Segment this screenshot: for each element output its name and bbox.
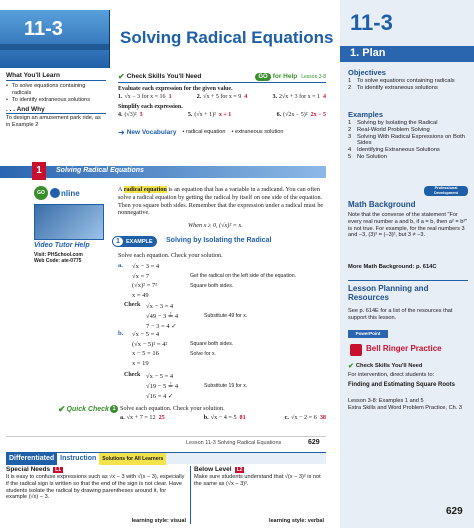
check-skill-answer: 4: [244, 94, 248, 100]
example-title: Solving by Isolating the Radical: [166, 237, 272, 244]
check-skill-item: [197, 94, 248, 100]
what-learn-item-2: • To identify extraneous solutions: [6, 96, 91, 103]
lesson-ref: Lesson 3-8: [301, 73, 326, 80]
footer-lesson-line: Lesson 11-3 Solving Radical Equations: [186, 440, 282, 446]
below-level-text: Make sure students understand that √(x − 3)² is not the same as (√x − 3)².: [194, 474, 321, 487]
objectives-list: [348, 78, 470, 92]
and-why-text: To design an amusement park ride, as in Example 2: [6, 115, 101, 129]
qc-expr: √x + 7 = 12: [126, 414, 156, 421]
vocab-term-2[interactable]: • extraneous solution: [231, 129, 284, 136]
radical-equation-term: radical equation: [123, 186, 167, 193]
teacher-sidebar: [340, 0, 474, 528]
example-item-num: 2: [348, 126, 352, 133]
solution-step: [132, 291, 322, 301]
step-note: Solve for x.: [190, 350, 216, 357]
check-skill-num: 4.: [118, 112, 123, 118]
check-instr-2: Simplify each expression.: [118, 104, 183, 110]
step-expression: x − 5 = 16: [132, 350, 159, 358]
step-expression: √49 − 3 ≟ 4: [146, 313, 179, 321]
column-divider: [190, 466, 191, 524]
plan-bar: [340, 46, 474, 62]
step-expression: x = 19: [132, 360, 149, 368]
solution-step: [132, 349, 322, 359]
solution-step: [132, 281, 322, 291]
check-items-row-2: [118, 112, 326, 118]
example-item-text: Solving With Radical Expressions on Both Sides: [357, 133, 465, 147]
pd-badge: Professional Development: [424, 186, 468, 196]
for-help-link[interactable]: for Help: [272, 73, 298, 80]
check-skill-expr: (√3)²: [124, 112, 137, 118]
new-vocab-label: New Vocabulary: [126, 129, 177, 136]
section-bar: [0, 166, 326, 178]
quick-check-item: [285, 414, 326, 421]
check-skill-item: [272, 94, 326, 100]
footer-page-number: 629: [308, 439, 320, 446]
qc-expr: √x − 2 = 6: [290, 414, 317, 421]
step-expression: √x − 5 = 4: [132, 331, 160, 339]
check-skill-expr: 2√x + 3 for x = 1: [278, 94, 320, 100]
part-a-check: [146, 302, 326, 331]
check-skill-item: [277, 112, 326, 118]
right-page-number: 629: [446, 506, 463, 517]
powerpoint-badge: PowerPoint: [348, 330, 388, 338]
quick-check-items: [120, 414, 326, 421]
step-note: Square both sides.: [190, 282, 234, 289]
special-needs-style: learning style: visual: [131, 518, 186, 524]
go-circle-icon: GO: [34, 186, 48, 200]
solution-step: [132, 272, 322, 282]
what-learn-item-1: • To solve equations containing radicals: [6, 83, 86, 96]
finding-line-2: Extra Skills and Word Problem Practice, Ch. 3: [348, 405, 462, 411]
objective-item-text: To solve equations containing radicals: [357, 78, 455, 84]
check-skill-expr: (√2x − 5)²: [283, 112, 308, 118]
step-expression: (√x)² = 7²: [132, 282, 158, 290]
below-level-style: learning style: verbal: [268, 518, 324, 524]
lesson-tab: [0, 10, 110, 68]
below-level-box: [194, 466, 326, 526]
example-item-num: 4: [348, 147, 352, 154]
and-why-heading: . . . And Why: [6, 106, 106, 114]
quick-check-item: [204, 414, 246, 421]
example-item: [348, 154, 470, 161]
quick-check-label[interactable]: ✔ Quick Check: [58, 404, 109, 414]
lesson-number: 11-3: [24, 18, 63, 40]
step-note: Square both sides.: [190, 341, 234, 348]
check-skill-item: [188, 112, 231, 118]
step-expression: (√x − 5)² = 4²: [132, 340, 168, 348]
special-needs-badge: L1: [55, 466, 61, 473]
step-note: Substitute 49 for x.: [204, 313, 248, 320]
solution-step: [146, 372, 326, 382]
qc-answer: 25: [158, 414, 165, 421]
check-skill-answer: 2x − 5: [310, 112, 326, 118]
online-text: nline: [61, 188, 80, 198]
finding-line-1: Lesson 3-8: Examples 1 and 5: [348, 398, 424, 404]
check-skills-line: ✔ Check Skills You'll Need: [348, 363, 423, 370]
check-skills-heading: Check Skills You'll Need: [126, 73, 202, 80]
step-expression: √x − 5 = 4: [146, 373, 174, 381]
qc-num: c.: [284, 414, 289, 421]
examples-heading: Examples: [348, 110, 384, 119]
new-vocab-bar: [118, 128, 326, 137]
check-skill-item: [118, 112, 143, 118]
what-learn-heading: What You'll Learn: [6, 72, 106, 81]
qc-answer: 38: [319, 414, 326, 421]
math-background-heading: Math Background: [348, 200, 416, 209]
definition-paragraph: A radical equation is an equation that has a variable in a radicand. You can often solve a radical equation by getting the radical by itself on one side of the equation. Then you square both sides. Remember that the expression under a radical must be nonnegative.: [118, 186, 324, 217]
check-skill-expr: √x − 3 for x = 16: [124, 94, 166, 100]
page-title: Solving Radical Equations: [120, 28, 334, 47]
example-item: [348, 120, 470, 127]
bell-ringer-bar: [340, 344, 474, 356]
step-expression: √x − 3 = 4: [132, 263, 160, 271]
intervention-text: For intervention, direct students to:: [348, 372, 435, 378]
more-math-background[interactable]: More Math Background: p. 614C: [348, 264, 437, 270]
part-b-check-label: Check: [124, 372, 141, 378]
below-level-badge: L2: [236, 466, 243, 473]
example-item-num: 1: [348, 120, 352, 126]
planning-heading: Lesson Planning and Resources: [348, 284, 429, 302]
quick-check-icon: ✔: [58, 404, 66, 414]
part-b-label: b.: [118, 330, 124, 337]
online-logo[interactable]: [34, 186, 80, 200]
check-skills-icon: ✔: [348, 363, 354, 370]
what-learn-box: [6, 72, 106, 129]
step-expression: x = 49: [132, 292, 149, 300]
example-item-text: No Solution: [357, 153, 387, 160]
diff-label-2: Instruction: [57, 453, 99, 465]
check-skill-num: 1.: [118, 94, 123, 100]
planning-text: See p. 614E for a list of the resources that support this lesson.: [348, 308, 453, 321]
example-badge: [112, 236, 157, 247]
special-needs-box: [6, 466, 188, 526]
solution-step: [146, 391, 326, 401]
check-skill-answer: 1: [168, 94, 172, 100]
part-a-check-label: Check: [124, 302, 141, 308]
section-title: Solving Radical Equations: [56, 167, 144, 174]
check-skill-item: [118, 94, 172, 100]
example-number: 1: [113, 237, 123, 246]
step-expression: √x − 3 = 4: [146, 303, 174, 311]
example-label: EXAMPLE: [126, 238, 153, 245]
section-number-badge: 1: [32, 162, 46, 180]
check-skill-num: 6.: [276, 112, 282, 118]
examples-list: [348, 120, 470, 161]
check-skill-answer: x + 1: [218, 112, 232, 118]
visit-text: Visit: PHSchool.com: [34, 252, 83, 258]
solution-step: [146, 302, 326, 312]
example-item: [348, 127, 470, 134]
page-footer-rule: [6, 436, 326, 437]
objective-item: [348, 85, 470, 92]
bell-ringer-heading: Bell Ringer Practice: [366, 344, 442, 353]
diff-instruction-bar: [6, 452, 326, 464]
side-lesson-number: 11-3: [350, 10, 393, 35]
quick-check-number: 1: [110, 405, 118, 413]
step-note: Get the radical on the left side of the equation.: [190, 273, 297, 280]
step-expression: 7 − 3 = 4 ✓: [146, 322, 177, 330]
property-line: When x ≥ 0, (√x)² = x.: [188, 222, 243, 229]
finding-heading: Finding and Estimating Square Roots: [348, 382, 456, 388]
special-needs-heading: Special Needs: [6, 466, 51, 473]
check-skill-expr: √x + 5 for x = 9: [203, 94, 242, 100]
globe-icon: [50, 188, 60, 198]
check-skill-num: 2.: [196, 94, 202, 100]
plan-label: 1. Plan: [350, 47, 386, 59]
example-item-text: Real-World Problem Solving: [357, 126, 430, 133]
solution-step: [132, 359, 322, 369]
video-tutor-help[interactable]: Video Tutor Help: [34, 242, 90, 249]
example-item-num: 5: [348, 153, 352, 160]
example-item: [348, 147, 470, 154]
objective-item: [348, 78, 470, 85]
check-skill-answer: 4: [323, 94, 326, 100]
diff-label-1: Differentiated: [6, 453, 57, 465]
objective-item-text: To identify extraneous solutions: [357, 84, 438, 91]
quick-check-item: [120, 414, 165, 421]
objectives-heading: Objectives: [348, 68, 386, 77]
quick-check-instruction: Solve each equation. Check your solution.: [120, 405, 225, 412]
example-item-num: 3: [348, 133, 352, 140]
check-icon: ✔: [118, 72, 125, 81]
solution-step: [146, 312, 326, 322]
step-expression: √16 = 4 ✓: [146, 392, 174, 400]
special-needs-text: It is easy to confuse expressions such as √x − 3 with √(x − 3), especially if the radical sign is written so that the end of the sign is not clear. Have students isolate the radical by drawing parentheses around it, for example (√x) − 3.: [6, 474, 185, 501]
below-level-heading: Below Level: [194, 466, 232, 473]
objective-item-num: 2: [348, 84, 352, 91]
qc-expr: √x − 4 = 5: [210, 414, 237, 421]
webcode-text: Web Code: ate-0775: [34, 258, 82, 264]
vocab-term-1[interactable]: • radical equation: [182, 129, 226, 136]
planning-divider: [348, 280, 468, 281]
check-skill-num: 3.: [272, 94, 277, 100]
example-item: [348, 134, 470, 148]
example-instruction: Solve each equation. Check your solution.: [118, 252, 223, 259]
part-b-check: [146, 372, 326, 401]
math-background-text: Note that the converse of the statement "For every real number a and b, if a = b, then a² = b²" is not true. For example, for the real numbers 3 and −3, (3)² = (−3)², but 3 ≠ −3.: [348, 212, 468, 239]
bell-icon: [350, 344, 362, 356]
check-instr-1: Evaluate each expression for the given value.: [118, 86, 233, 92]
check-items-row-1: [118, 94, 326, 100]
step-expression: √x = 7: [132, 272, 149, 280]
qc-answer: 81: [239, 414, 246, 421]
diff-subtitle: Solutions for All Learners: [99, 453, 166, 465]
check-skill-expr: (√x + 1)²: [194, 112, 216, 118]
header-stripe: [0, 44, 110, 50]
example-item-text: Identifying Extraneous Solutions: [357, 147, 440, 154]
qc-num: a.: [120, 414, 125, 421]
vocab-arrow-icon: ➜: [118, 128, 125, 137]
qc-num: b.: [203, 414, 209, 421]
video-thumbnail[interactable]: [34, 204, 104, 240]
step-note: Substitute 19 for x.: [204, 383, 248, 390]
check-skills-box: [118, 72, 326, 118]
go-badge[interactable]: GO: [255, 73, 270, 81]
step-expression: √19 − 5 ≟ 4: [146, 383, 179, 391]
solution-step: [132, 340, 322, 350]
part-a-steps: [132, 262, 322, 300]
check-skill-num: 5.: [187, 112, 193, 118]
solution-step: [132, 330, 322, 340]
check-skill-answer: 3: [139, 112, 143, 118]
part-a-label: a.: [118, 262, 123, 269]
solution-step: [146, 382, 326, 392]
example-item-text: Solving by Isolating the Radical: [357, 120, 438, 126]
part-b-steps: [132, 330, 322, 368]
solution-step: [132, 262, 322, 272]
objective-item-num: 1: [348, 78, 352, 84]
